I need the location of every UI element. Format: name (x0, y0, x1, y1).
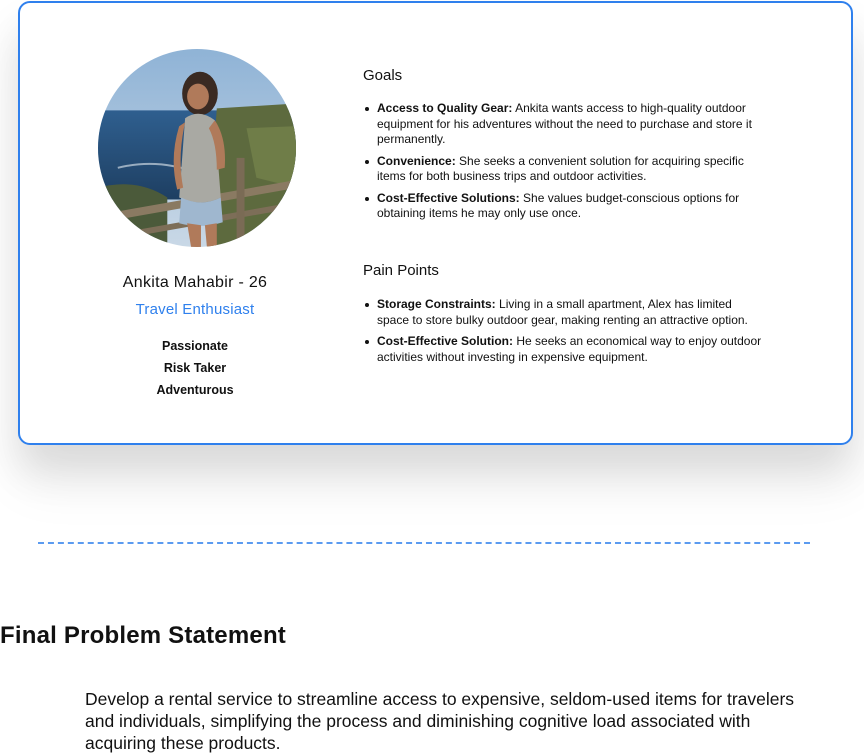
pain-point-item-heading: Storage Constraints: (377, 297, 496, 311)
pain-point-item (363, 297, 763, 328)
pain-point-item-text: Living in a small apartment, Alex has limited space to store bulky outdoor gear, making renting an attractive option. (377, 297, 748, 327)
goal-item-text: She values budget-conscious options for obtaining items he may only use once. (377, 190, 740, 220)
pain-point-item (363, 334, 763, 365)
persona-card (18, 1, 853, 445)
dashed-divider (38, 542, 810, 544)
pain-point-item-text: He seeks an economical way to enjoy outdoor activities without investing in expensive equipment. (377, 334, 762, 364)
problem-statement-text: Develop a rental service to streamline access to expensive, seldom-used items for travelers and individuals, simplifying the process and diminishing cognitive load associated with acquiring these products. (85, 689, 795, 753)
goals-list (363, 101, 763, 228)
persona-photo (98, 49, 296, 247)
goals-heading: Goals (363, 67, 403, 84)
goal-item-heading: Convenience: (377, 153, 456, 168)
persona-role: Travel Enthusiast (135, 301, 255, 318)
trait-item: Passionate (161, 339, 228, 353)
persona-traits (70, 335, 320, 401)
goal-item-heading: Cost-Effective Solutions: (377, 190, 520, 205)
goal-item (363, 191, 763, 222)
problem-statement-title: Final Problem Statement (0, 622, 286, 649)
pain-points-list (363, 297, 763, 371)
pain-point-item-heading: Cost-Effective Solution: (377, 334, 514, 348)
persona-photo-image (98, 49, 296, 247)
trait-item: Adventurous (156, 383, 234, 397)
goal-item (363, 101, 763, 148)
trait-item: Risk Taker (163, 361, 227, 375)
persona-name: Ankita Mahabir - 26 (122, 274, 268, 291)
goal-item-heading: Access to Quality Gear: (377, 101, 513, 115)
goal-item (363, 154, 763, 185)
goal-item-text: She seeks a convenient solution for acquiring specific items for both business trips and outdoor activities. (377, 153, 744, 183)
pain-points-heading: Pain Points (363, 262, 439, 279)
goal-item-text: Ankita wants access to high-quality outdoor equipment for his adventures without the need to purchase and store it permanently. (377, 101, 752, 146)
